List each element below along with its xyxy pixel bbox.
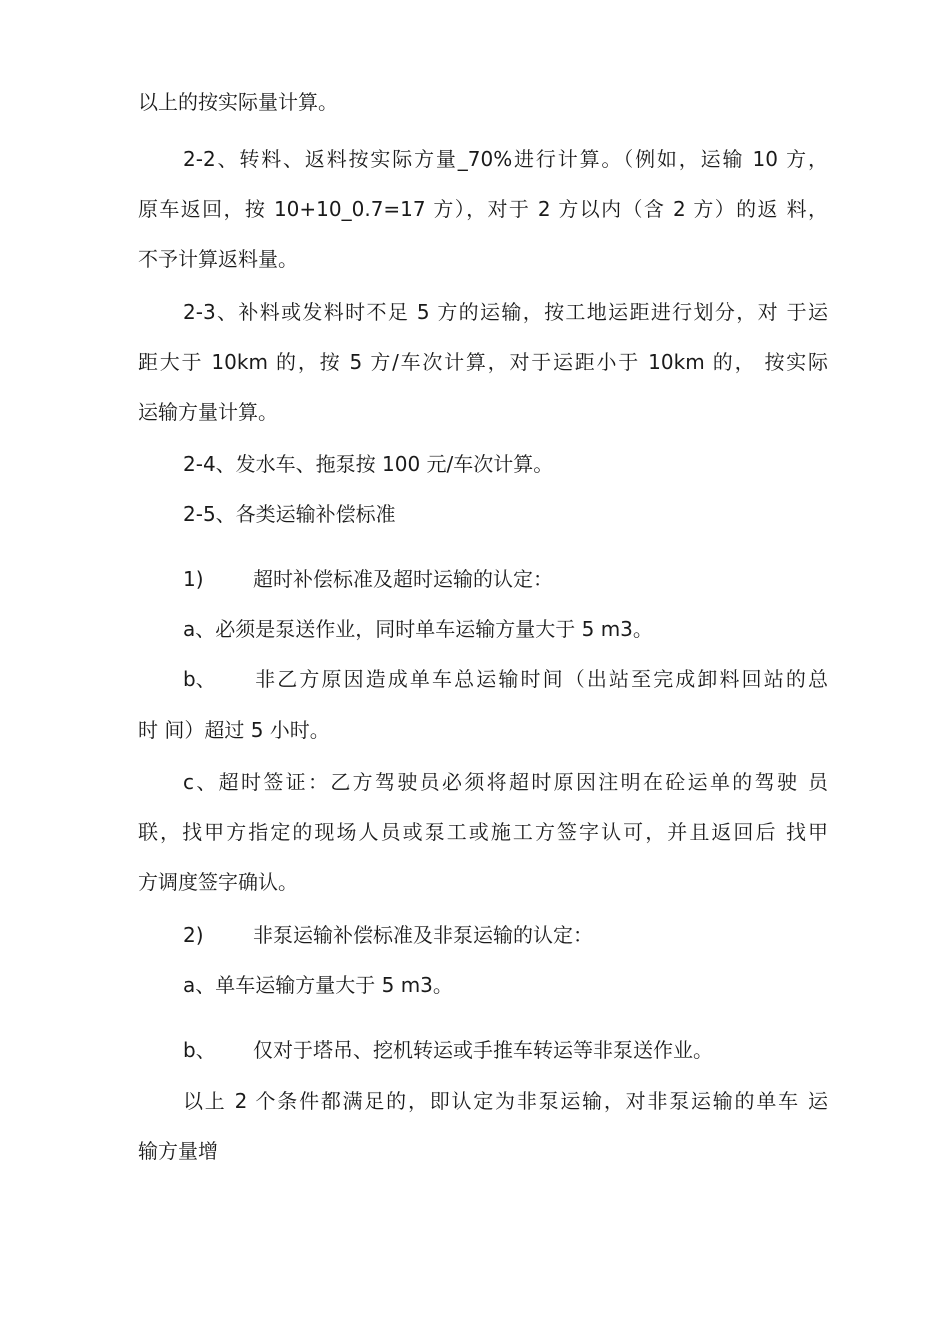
text-line: 2-4、发水车、拖泵按 100 元/车次计算。 [183,452,554,476]
text-line: 2-2、转料、返料按实际方量_70%进行计算。（例如，运输 10 方， [183,147,828,171]
text-line: 2-3、补料或发料时不足 5 方的运输，按工地运距进行划分，对 于运 [183,300,828,324]
list-marker: 1) [183,567,204,591]
section-heading: 2-5、各类运输补偿标准 [183,502,396,526]
text-line: a、单车运输方量大于 5 m3。 [183,973,453,997]
text-line: 距大于 10km 的，按 5 方/车次计算，对于运距小于 10km 的， 按实际 [138,350,828,374]
text-line: 不予计算返料量。 [138,247,298,271]
text-line: a、必须是泵送作业，同时单车运输方量大于 5 m3。 [183,617,653,641]
text-line: c、超时签证：乙方驾驶员必须将超时原因注明在砼运单的驾驶 员 [183,770,828,794]
list-item-text: 仅对于塔吊、挖机转运或手推车转运等非泵送作业。 [253,1038,713,1062]
list-item-text: 非乙方原因造成单车总运输时间（出站至完成卸料回站的总 [253,667,828,691]
list-item [183,1036,828,1064]
list-marker: b、 [183,667,216,691]
list-item [183,665,828,693]
text-line: 联，找甲方指定的现场人员或泵工或施工方签字认可，并且返回后 找甲 [138,820,828,844]
list-item-heading [183,921,828,949]
list-item-heading [183,565,828,593]
text-line: 以上 2 个条件都满足的，即认定为非泵运输，对非泵运输的单车 运 [183,1089,828,1113]
text-line: 方调度签字确认。 [138,870,298,894]
text-line: 原车返回，按 10+10_0.7=17 方），对于 2 方以内（含 2 方）的返 料， [138,197,828,221]
list-item-text: 超时补偿标准及超时运输的认定： [253,567,553,591]
list-item-text: 非泵运输补偿标准及非泵运输的认定： [253,923,593,947]
text-line: 运输方量计算。 [138,400,278,424]
text-line: 输方量增 [138,1139,218,1163]
list-marker: 2) [183,923,204,947]
text-line: 时 间）超过 5 小时。 [138,718,330,742]
text-line: 以上的按实际量计算。 [138,90,338,114]
list-marker: b、 [183,1038,216,1062]
